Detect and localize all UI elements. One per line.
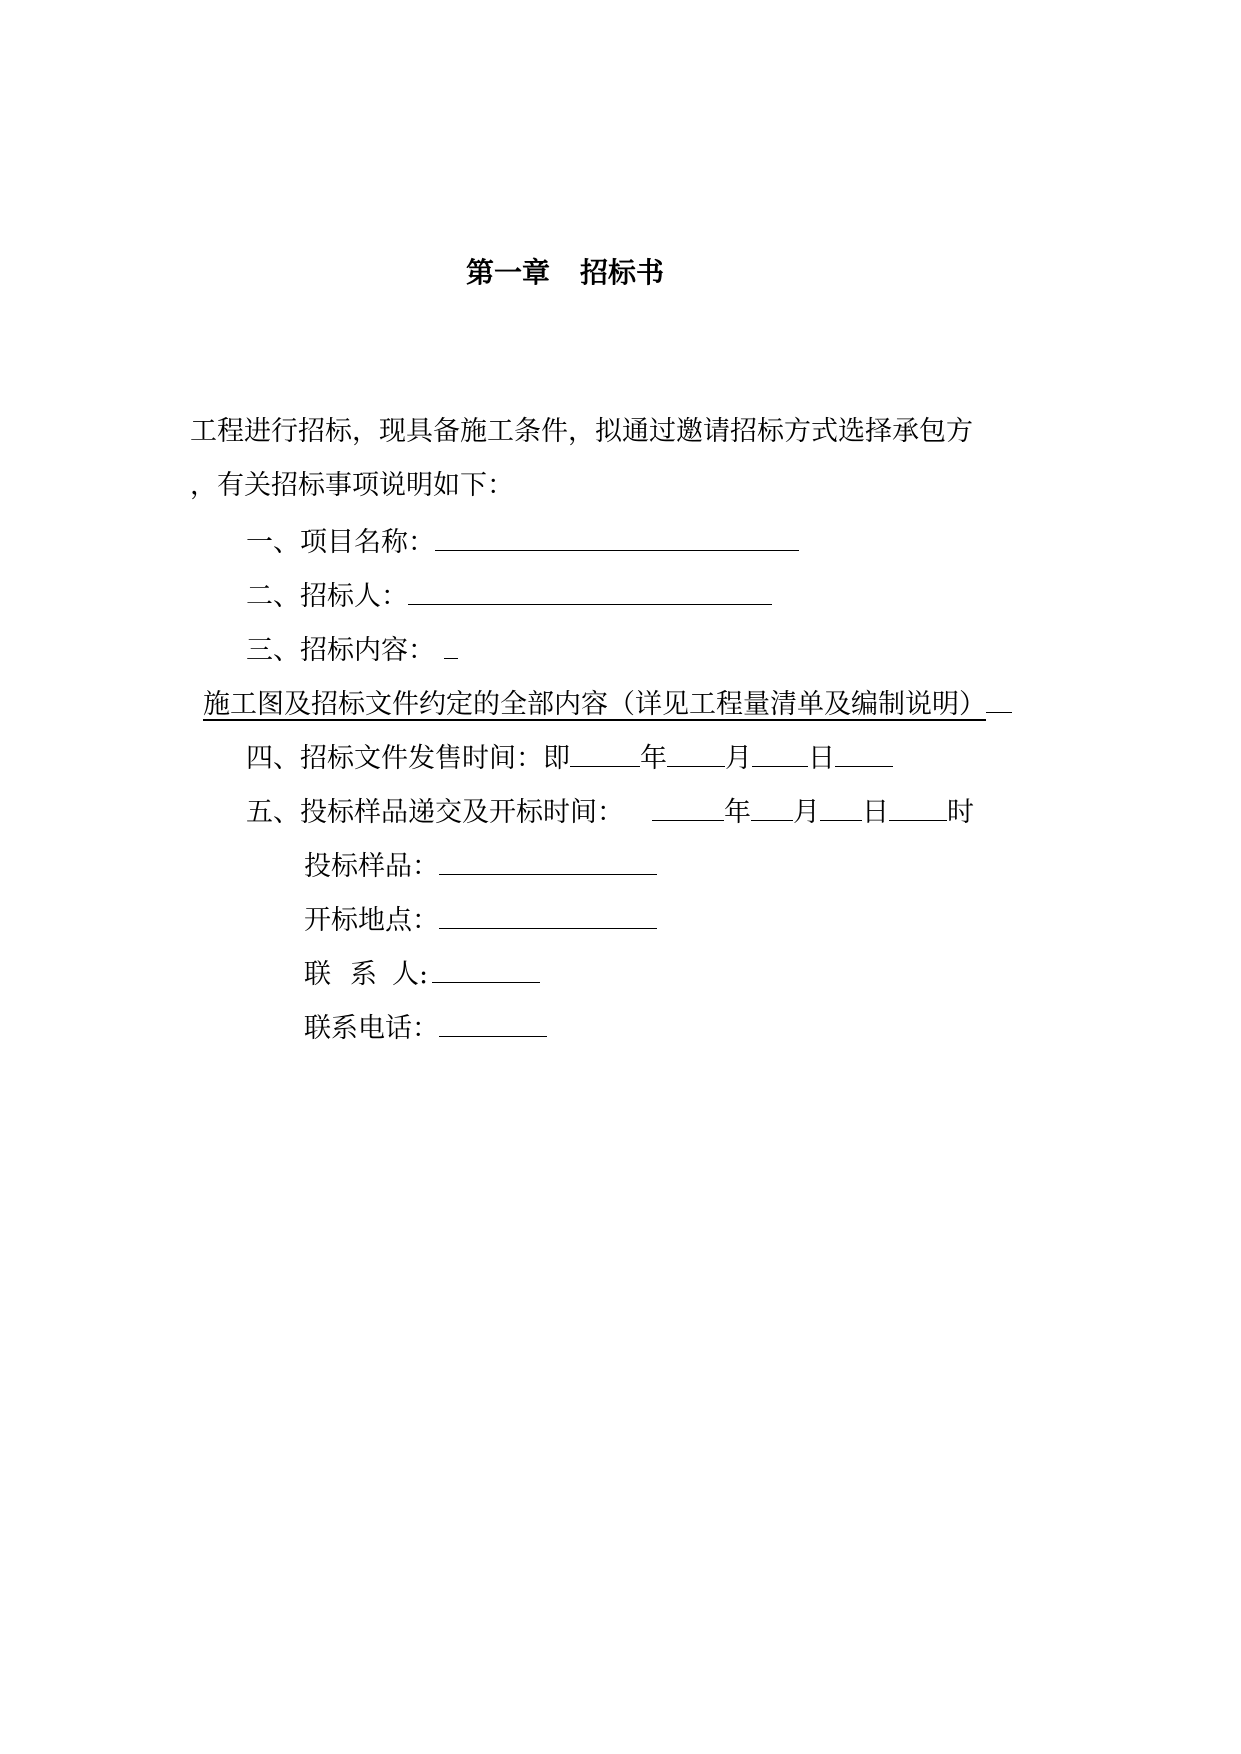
phone-row xyxy=(304,1010,547,1042)
sale-month-blank[interactable] xyxy=(667,740,725,767)
content-blank[interactable] xyxy=(444,632,458,659)
content-row xyxy=(246,632,458,664)
submit-year-blank[interactable] xyxy=(652,794,724,821)
phone-label: 联系电话： xyxy=(304,1013,439,1044)
phone-blank[interactable] xyxy=(439,1010,547,1037)
sale-time-row xyxy=(246,740,893,772)
sale-time-label: 四、招标文件发售时间：即 xyxy=(246,743,570,774)
submit-hour-unit: 时 xyxy=(947,797,974,828)
page-title xyxy=(466,256,664,290)
submit-time-row xyxy=(246,794,974,826)
chapter-number: 第一章 xyxy=(466,256,551,289)
contact-label-char-3: 人: xyxy=(392,959,429,990)
content-value: 施工图及招标文件约定的全部内容（详见工程量清单及编制说明） xyxy=(203,689,986,720)
submit-month-unit: 月 xyxy=(793,797,820,828)
submit-day-blank[interactable] xyxy=(820,794,862,821)
submit-day-unit: 日 xyxy=(862,797,889,828)
sale-tail-blank[interactable] xyxy=(835,740,893,767)
tenderer-row xyxy=(246,578,772,610)
contact-label-char-2: 系 xyxy=(350,959,377,990)
location-label: 开标地点： xyxy=(304,905,439,936)
intro-line-2: ，有关招标事项说明如下： xyxy=(190,470,514,501)
sale-month-unit: 月 xyxy=(725,743,752,774)
content-value-tail xyxy=(986,686,1012,713)
intro-line-1: 工程进行招标，现具备施工条件，拟通过邀请招标方式选择承包方 xyxy=(190,416,973,447)
chapter-name: 招标书 xyxy=(580,256,665,289)
content-label: 三、招标内容： xyxy=(246,635,435,666)
project-name-row xyxy=(246,524,799,556)
contact-label-char-1: 联 xyxy=(304,959,331,990)
project-name-blank[interactable] xyxy=(435,524,799,551)
sale-year-blank[interactable] xyxy=(570,740,640,767)
location-blank[interactable] xyxy=(439,902,657,929)
contact-row xyxy=(304,956,540,988)
sample-blank[interactable] xyxy=(439,848,657,875)
submit-time-label: 五、投标样品递交及开标时间： xyxy=(246,797,624,828)
submit-year-unit: 年 xyxy=(724,797,751,828)
submit-hour-blank[interactable] xyxy=(889,794,947,821)
sample-row xyxy=(304,848,657,880)
tenderer-label: 二、招标人： xyxy=(246,581,408,612)
content-value-row xyxy=(203,686,1012,718)
contact-blank[interactable] xyxy=(432,956,540,983)
submit-month-blank[interactable] xyxy=(751,794,793,821)
sale-year-unit: 年 xyxy=(640,743,667,774)
sample-label: 投标样品： xyxy=(304,851,439,882)
project-name-label: 一、项目名称： xyxy=(246,527,435,558)
tenderer-blank[interactable] xyxy=(408,578,772,605)
location-row xyxy=(304,902,657,934)
sale-day-unit: 日 xyxy=(808,743,835,774)
sale-day-blank[interactable] xyxy=(752,740,808,767)
